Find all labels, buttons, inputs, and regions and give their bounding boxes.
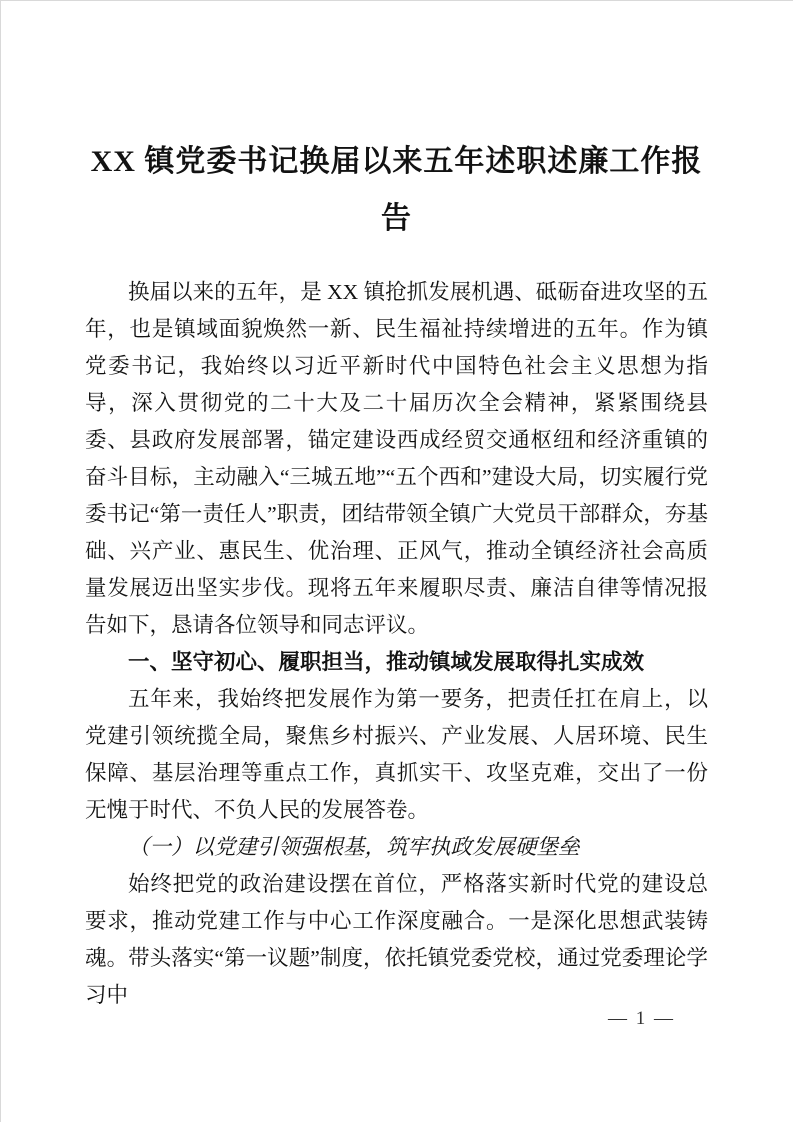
paragraph-subsection-1-1: 始终把党的政治建设摆在首位，严格落实新时代党的建设总要求，推动党建工作与中心工作深度融合。一是深化思想武装铸魂。带头落实“第一议题”制度，依托镇党委党校，通过党委理论学习中 [85,872,708,1007]
paragraph-section-1-intro: 五年来，我始终把发展作为第一要务，把责任扛在肩上，以党建引领统揽全局，聚焦乡村振兴、产业发展、人居环境、民生保障、基层治理等重点工作，真抓实干、攻坚克难，交出了一份无愧于时代、不负人民的发展答卷。 [85,687,708,822]
subsection-heading-1-1: （一）以党建引领强根基，筑牢执政发展硬堡垒 [128,835,580,859]
paragraph-intro: 换届以来的五年，是 XX 镇抢抓发展机遇、砥砺奋进攻坚的五年，也是镇域面貌焕然一新、民生福祉持续增进的五年。作为镇党委书记，我始终以习近平新时代中国特色社会主义思想为指导，深入贯彻党的二十大及二十届历次全会精神，紧紧围绕县委、县政府发展部署，锚定建设西成经贸交通枢纽和经济重镇的奋斗目标，主动融入“三城五地”“五个西和”建设大局，切实履行党委书记“第一责任人”职责，团结带领全镇广大党员干部群众，夯基础、兴产业、惠民生、优治理、正风气，推动全镇经济社会高质量发展迈出坚实步伐。现将五年来履职尽责、廉洁自律等情况报告如下，恳请各位领导和同志评议。 [85,280,708,637]
document-title [85,133,708,247]
document-title-line-2: 告 [381,202,412,235]
section-heading-1: 一、坚守初心、履职担当，推动镇域发展取得扎实成效 [128,650,645,674]
page-number: — 1 — [608,1008,675,1029]
document-title-line-1: XX 镇党委书记换届以来五年述职述廉工作报 [90,145,703,178]
